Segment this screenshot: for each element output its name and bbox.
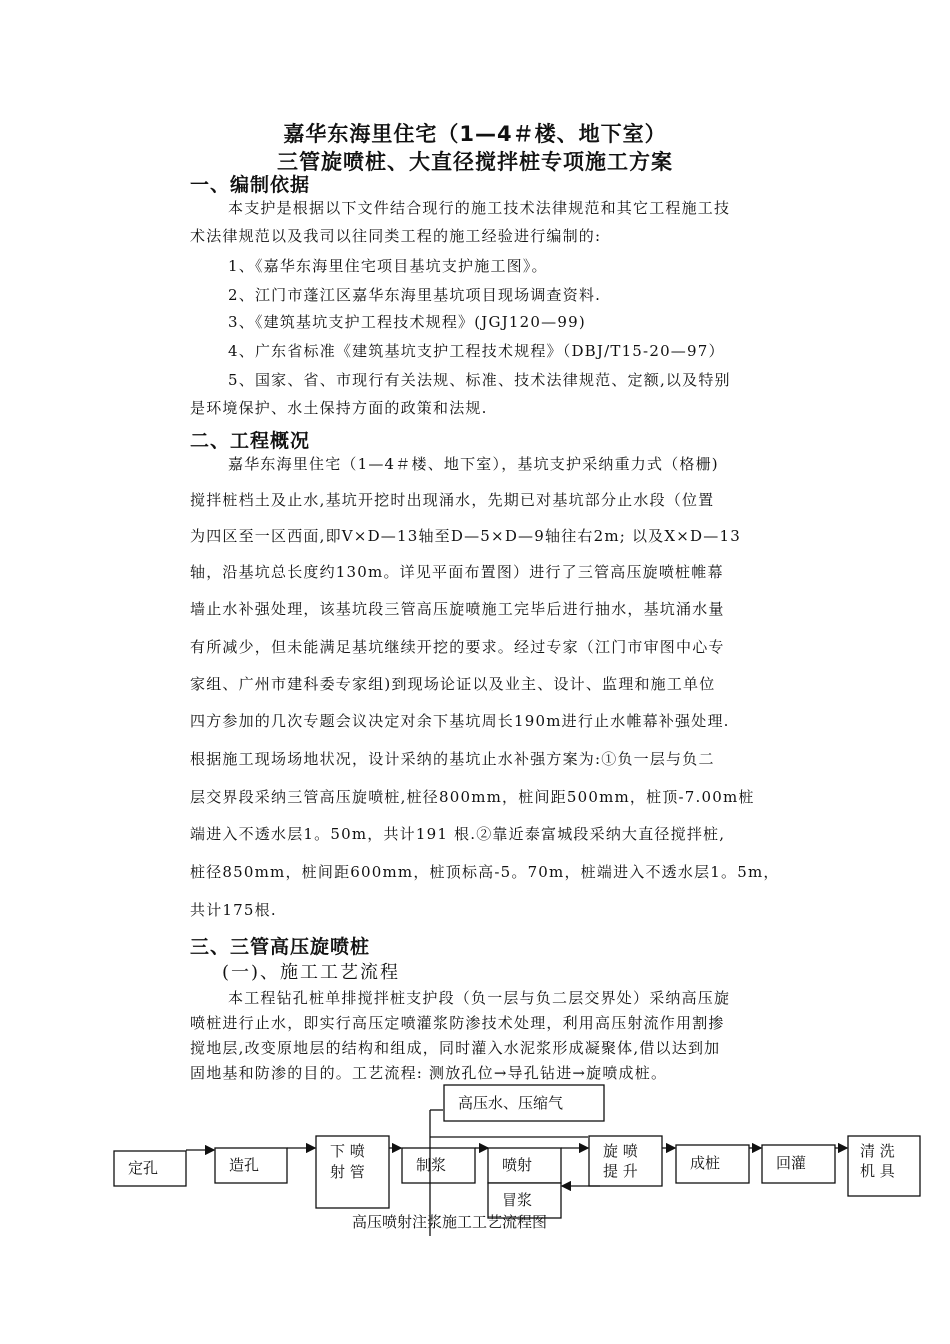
flow-label: 射 管 [330,1163,365,1181]
flow-label: 定孔 [128,1159,159,1177]
sec1-list-item: 2、江门市蓬江区嘉华东海里基坑项目现场调查资料. [228,286,602,304]
sec1-list-item: 5、国家、省、市现行有关法规、标准、技术法律规范、定额,以及特别 [228,371,731,389]
sec1-list-item: 4、广东省标准《建筑基坑支护工程技术规程》（DBJ/T15-20—97） [228,342,725,360]
sec2-line: 家组、广州市建科委专家组)到现场论证以及业主、设计、监理和施工单位 [190,675,716,693]
sec1-list-item: 3、《建筑基坑支护工程技术规程》(JGJ120—99) [228,313,586,331]
flow-label: 制浆 [416,1156,447,1174]
flow-label: 旋 喷 [603,1142,638,1160]
sec2-line: 共计175根. [190,901,277,919]
sec3-line: 固地基和防渗的目的。工艺流程: 测放孔位→导孔钻进→旋喷成桩。 [190,1064,668,1082]
section-3-subheading: (一)、施工工艺流程 [222,962,401,983]
sec1-list-item-cont: 是环境保护、水土保持方面的政策和法规. [190,399,488,417]
section-2-heading: 二、工程概况 [190,430,311,452]
flow-label: 造孔 [229,1156,260,1174]
sec2-line: 根据施工现场场地状况，设计采纳的基坑止水补强方案为:①负一层与负二 [190,750,715,768]
sec2-line: 为四区至一区西面,即V×D—13轴至D—5×D—9轴往右2m; 以及X×D—13 [190,527,741,545]
flow-label: 下 喷 [330,1142,365,1160]
sec1-paragraph-line: 术法律规范以及我司以往同类工程的施工经验进行编制的: [190,227,602,245]
sec3-line: 本工程钻孔桩单排搅拌桩支护段（负一层与负二层交界处）采纳高压旋 [228,989,731,1007]
flow-label: 机 具 [860,1162,895,1180]
sec2-line: 搅拌桩档土及止水,基坑开挖时出现涌水，先期已对基坑部分止水段（位置 [190,491,715,509]
sec1-paragraph-line: 本支护是根据以下文件结合现行的施工技术法律规范和其它工程施工技 [228,199,731,217]
sec1-list-item: 1、《嘉华东海里住宅项目基坑支护施工图》。 [228,257,548,275]
sec3-line: 喷桩进行止水，即实行高压定喷灌浆防渗技术处理，利用高压射流作用割掺 [190,1014,725,1032]
sec2-line: 端进入不透水层1。50m，共计191 根.②靠近泰富城段采纳大直径搅拌桩, [190,825,726,843]
doc-title-line2: 三管旋喷桩、大直径搅拌桩专项施工方案 [277,150,673,174]
flow-label: 清 洗 [860,1142,895,1160]
doc-title-line1: 嘉华东海里住宅（1—4＃楼、地下室） [283,122,667,146]
sec2-line: 墙止水补强处理，该基坑段三管高压旋喷施工完毕后进行抽水，基坑涌水量 [190,600,725,618]
flow-label: 高压水、压缩气 [458,1094,564,1112]
flow-label: 喷射 [502,1156,533,1174]
sec2-line: 嘉华东海里住宅（1—4＃楼、地下室），基坑支护采纳重力式（格栅) [228,455,719,473]
sec2-line: 桩径850mm，桩间距600mm，桩顶标高-5。70m，桩端进入不透水层1。5m， [190,863,780,881]
flowchart-caption: 高压喷射注浆施工工艺流程图 [352,1213,548,1231]
sec2-line: 四方参加的几次专题会议决定对余下基坑周长190m进行止水帷幕补强处理. [190,712,730,730]
sec2-line: 层交界段采纳三管高压旋喷桩,桩径800mm，桩间距500mm，桩顶-7.00m桩 [190,788,755,806]
flow-label: 冒浆 [502,1191,533,1209]
sec2-line: 轴，沿基坑总长度约130m。详见平面布置图）进行了三管高压旋喷桩帷幕 [190,563,724,581]
section-1-heading: 一、编制依据 [190,174,311,196]
flow-label: 回灌 [776,1154,807,1172]
flow-label: 提 升 [603,1162,638,1180]
flow-label: 成桩 [690,1154,721,1172]
sec2-line: 有所减少，但未能满足基坑继续开挖的要求。经过专家（江门市审图中心专 [190,638,725,656]
section-3-heading: 三、三管高压旋喷桩 [190,936,371,958]
sec3-line: 搅地层,改变原地层的结构和组成，同时灌入水泥浆形成凝聚体,借以达到加 [190,1039,721,1057]
